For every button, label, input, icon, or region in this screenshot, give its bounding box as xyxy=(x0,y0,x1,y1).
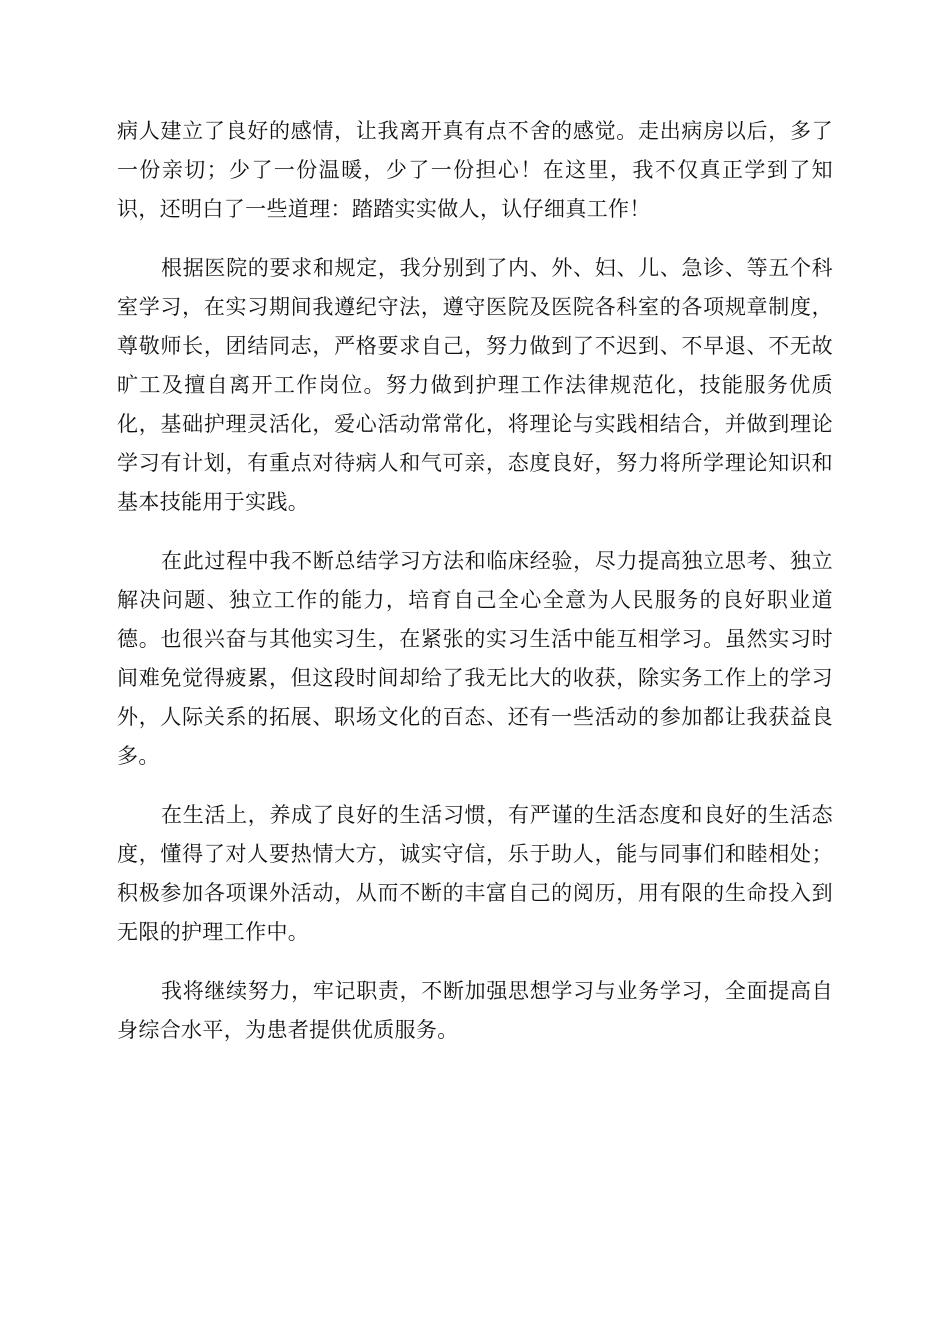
paragraph-departments: 根据医院的要求和规定，我分别到了内、外、妇、儿、急诊、等五个科室学习，在实习期间我遵纪守法，遵守医院及医院各科室的各项规章制度，尊敬师长，团结同志，严格要求自己，努力做到了不迟到、不早退、不无故旷工及擅自离开工作岗位。努力做到护理工作法律规范化，技能服务优质化，基础护理灵活化，爱心活动常常化，将理论与实践相结合，并做到理论学习有计划，有重点对待病人和气可亲，态度良好，努力将所学理论知识和基本技能用于实践。 xyxy=(117,256,833,514)
document-body xyxy=(117,112,833,1070)
paragraph-continuation: 病人建立了良好的感情，让我离开真有点不舍的感觉。走出病房以后，多了一份亲切；少了一份温暖，少了一份担心！在这里，我不仅真正学到了知识，还明白了一些道理：踏踏实实做人，认仔细真工作！ xyxy=(117,119,833,221)
paragraph-learning: 在此过程中我不断总结学习方法和临床经验，尽力提高独立思考、独立解决问题、独立工作的能力，培育自己全心全意为人民服务的良好职业道德。也很兴奋与其他实习生，在紧张的实习生活中能互相学习。虽然实习时间难免觉得疲累，但这段时间却给了我无比大的收获，除实务工作上的学习外，人际关系的拓展、职场文化的百态、还有一些活动的参加都让我获益良多。 xyxy=(117,549,833,768)
paragraph-life: 在生活上，养成了良好的生活习惯，有严谨的生活态度和良好的生活态度，懂得了对人要热情大方，诚实守信，乐于助人，能与同事们和睦相处；积极参加各项课外活动，从而不断的丰富自己的阅历，用有限的生命投入到无限的护理工作中。 xyxy=(117,803,833,944)
paragraph-conclusion: 我将继续努力，牢记职责，不断加强思想学习与业务学习，全面提高自身综合水平，为患者提供优质服务。 xyxy=(117,979,833,1042)
